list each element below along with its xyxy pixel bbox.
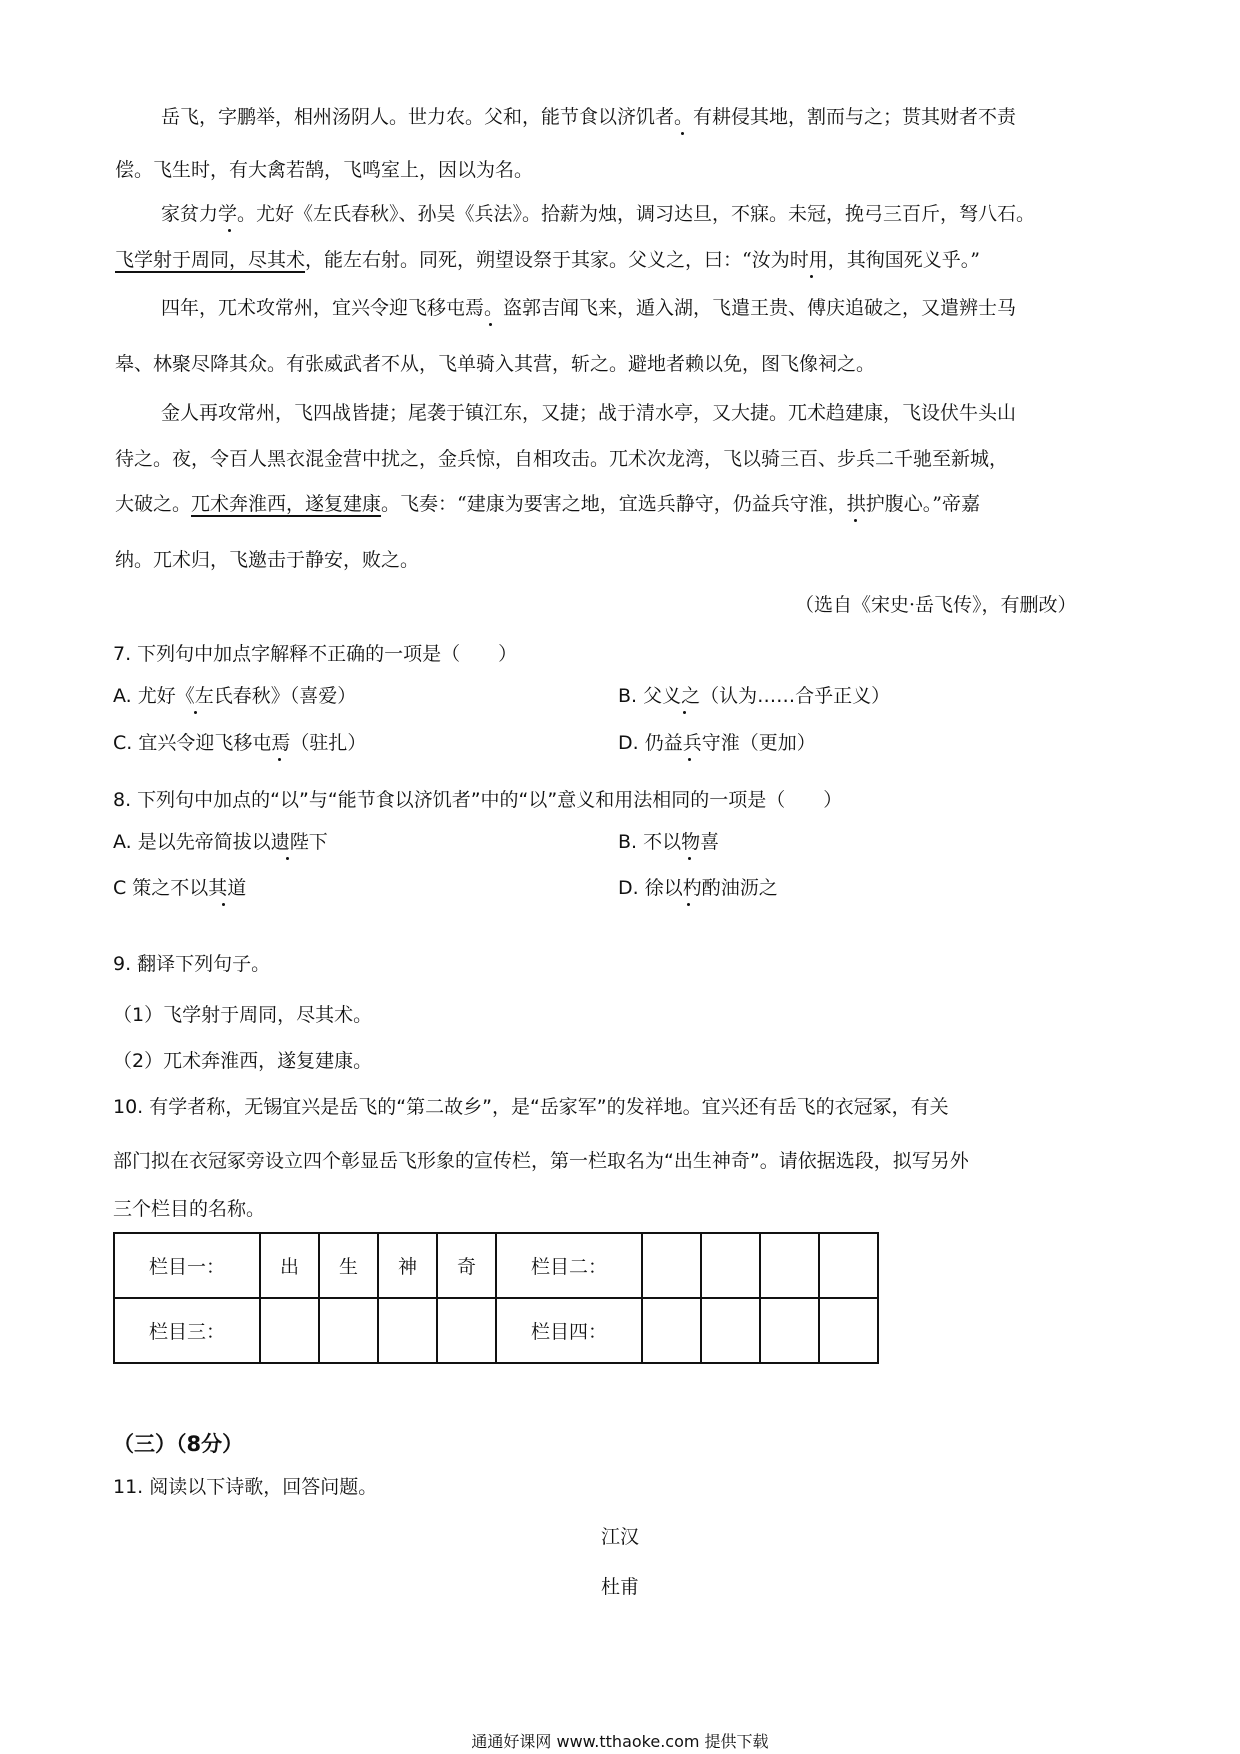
table-cell-char: 生: [319, 1233, 378, 1298]
answer-cell[interactable]: [760, 1233, 819, 1298]
column-name-table: [113, 1232, 879, 1364]
answer-cell[interactable]: [319, 1298, 378, 1363]
answer-cell[interactable]: [260, 1298, 319, 1363]
table-cell-char: 奇: [437, 1233, 496, 1298]
option-b: B. 父义之（认为……合乎正义）: [618, 685, 891, 707]
question-10-line: 三个栏目的名称。: [113, 1198, 266, 1220]
translate-sentence-2: （2）兀术奔淮西，遂复建康。: [113, 1050, 373, 1072]
option-c: C. 宜兴令迎飞移屯焉（驻扎）: [113, 732, 367, 754]
question-8-stem: 8. 下列句中加点的“以”与“能节食以济饥者”中的“以”意义和用法相同的一项是（ ）: [113, 789, 843, 811]
option-a: A. 是以先帝简拔以遗陛下: [113, 831, 328, 853]
translate-sentence-1: （1）飞学射于周同，尽其术。: [113, 1004, 373, 1026]
answer-cell[interactable]: [642, 1298, 701, 1363]
emphasis-dot: [228, 229, 231, 232]
answer-cell[interactable]: [701, 1233, 760, 1298]
passage-line: 岳飞，字鹏举，相州汤阴人。世力农。父和，能节食以济饥者。有耕侵其地，割而与之；贳其财者不责: [161, 106, 1017, 128]
question-7-stem: 7. 下列句中加点字解释不正确的一项是（ ）: [113, 643, 518, 665]
poem-title: 江汉: [600, 1526, 639, 1548]
passage-line: 金人再攻常州，飞四战皆捷；尾袭于镇江东，又捷；战于清水亭，又大捷。兀术趋建康，飞设伏牛头山: [161, 402, 1017, 424]
emphasis-dot: [489, 323, 492, 326]
passage-line: 家贫力学。尤好《左氏春秋》、孙吴《兵法》。拾薪为烛，调习达旦，不寐。未冠，挽弓三百斤，弩八石。: [161, 203, 1036, 225]
table-row: [114, 1298, 878, 1363]
option-c: C 策之不以其道: [113, 877, 247, 899]
answer-cell[interactable]: [378, 1298, 437, 1363]
emphasis-dot: [688, 758, 691, 761]
passage-line: 四年，兀术攻常州，宜兴令迎飞移屯焉。盗郭吉闻飞来，遁入湖，飞遣王贵、傅庆追破之，又遣辨士马: [161, 297, 1017, 319]
emphasis-dot: [687, 903, 690, 906]
table-cell-label: 栏目一：: [114, 1233, 260, 1298]
answer-cell[interactable]: [642, 1233, 701, 1298]
table-cell-label: 栏目四：: [496, 1298, 642, 1363]
underlined-sentence: 飞学射于周同，尽其术: [115, 249, 306, 271]
underlined-sentence: 兀术奔淮西，遂复建康: [191, 493, 382, 515]
option-d: D. 仍益兵守淮（更加）: [618, 732, 816, 754]
passage-text: ，能左右射。同死，朔望设祭于其家。父义之，曰：“汝为时用，其徇国死义乎。”: [305, 249, 980, 271]
emphasis-dot: [286, 857, 289, 860]
poem-author: 杜甫: [600, 1576, 639, 1598]
emphasis-dot: [854, 519, 857, 522]
option-b: B. 不以物喜: [618, 831, 720, 853]
passage-line: 偿。飞生时，有大禽若鹄，飞鸣室上，因以为名。: [115, 159, 534, 181]
table-cell-char: 神: [378, 1233, 437, 1298]
table-cell-label: 栏目三：: [114, 1298, 260, 1363]
answer-cell[interactable]: [760, 1298, 819, 1363]
answer-cell[interactable]: [819, 1233, 878, 1298]
answer-cell[interactable]: [819, 1298, 878, 1363]
question-10-line: 部门拟在衣冠冢旁设立四个彰显岳飞形象的宣传栏，第一栏取名为“出生神奇”。请依据选段，拟写另外: [113, 1150, 969, 1172]
table-cell-label: 栏目二：: [496, 1233, 642, 1298]
section-heading: （三）（8分）: [113, 1432, 244, 1456]
passage-line: 皋、林聚尽降其众。有张威武者不从，飞单骑入其营，斩之。避地者赖以免，图飞像祠之。: [115, 353, 876, 375]
passage-line: 待之。夜，令百人黑衣混金营中扰之，金兵惊，自相攻击。兀术次龙湾，飞以骑三百、步兵二千驰至新城，: [115, 448, 1009, 470]
option-d: D. 徐以杓酌油沥之: [618, 877, 778, 899]
passage-text: 大破之。: [115, 493, 192, 515]
question-11-stem: 11. 阅读以下诗歌，回答问题。: [113, 1476, 378, 1498]
emphasis-dot: [688, 857, 691, 860]
question-9-stem: 9. 翻译下列句子。: [113, 953, 271, 975]
passage-line: [115, 251, 980, 270]
answer-cell[interactable]: [437, 1298, 496, 1363]
emphasis-dot: [810, 275, 813, 278]
passage-line: 纳。兀术归，飞邀击于静安，败之。: [115, 549, 420, 571]
table-cell-char: 出: [260, 1233, 319, 1298]
option-a: A. 尤好《左氏春秋》（喜爱）: [113, 685, 357, 707]
page-footer: 通通好课网 www.tthaoke.com 提供下载: [471, 1732, 769, 1751]
answer-cell[interactable]: [701, 1298, 760, 1363]
emphasis-dot: [683, 711, 686, 714]
table-row: [114, 1233, 878, 1298]
question-10-line: 10. 有学者称，无锡宜兴是岳飞的“第二故乡”，是“岳家军”的发祥地。宜兴还有岳飞的衣冠冢，有关: [113, 1096, 949, 1118]
passage-text: 。飞奏：“建康为要害之地，宜选兵静守，仍益兵守淮，拱护腹心。”帝嘉: [381, 493, 980, 515]
emphasis-dot: [681, 132, 684, 135]
emphasis-dot: [222, 903, 225, 906]
source-citation: （选自《宋史·岳飞传》，有删改）: [795, 594, 1077, 616]
emphasis-dot: [194, 711, 197, 714]
emphasis-dot: [278, 758, 281, 761]
passage-line: [115, 495, 980, 514]
